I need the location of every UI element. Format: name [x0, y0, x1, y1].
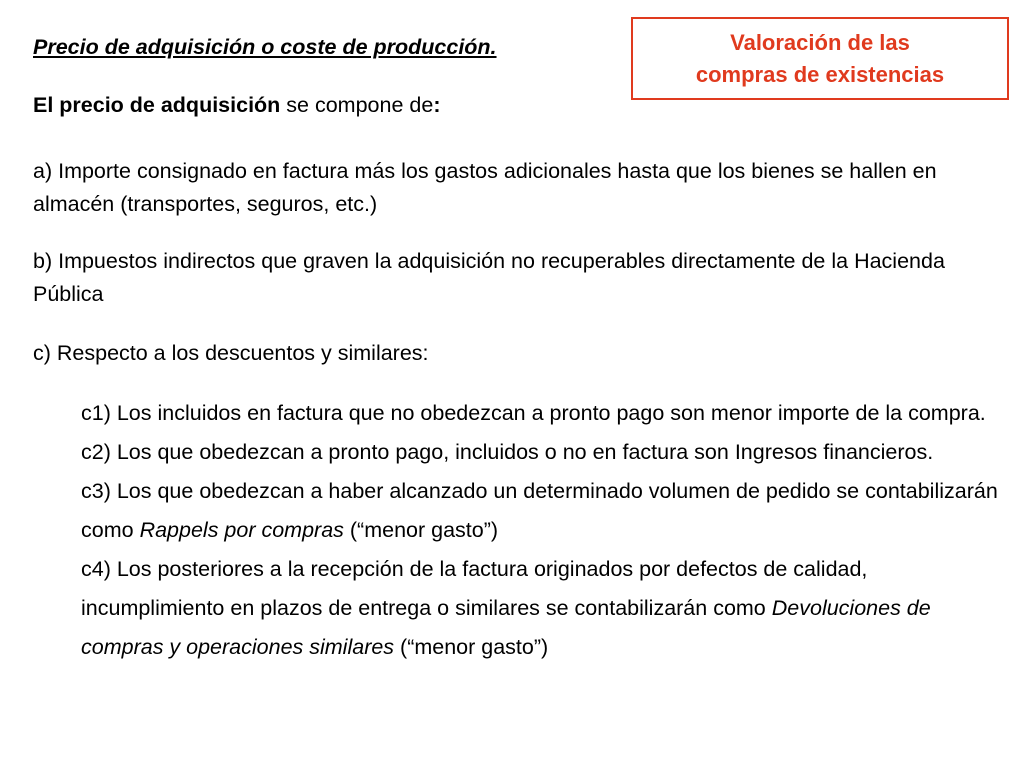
subitem-c3-text: c3) Los que obedezcan a haber alcanzado un determinado volumen de pedido se contabilizarán como	[81, 479, 998, 542]
subitem-c4-note: (“menor gasto”)	[394, 635, 549, 659]
intro-bold-term: El precio de adquisición	[33, 93, 281, 117]
subitem-c3-note: (“menor gasto”)	[343, 518, 499, 542]
discount-sublist	[81, 394, 1001, 667]
intro-colon: :	[433, 93, 441, 117]
slide-title: Precio de adquisición o coste de producción.	[33, 35, 497, 59]
item-b: b) Impuestos indirectos que graven la adquisición no recuperables directamente de la Hacienda Pública	[33, 249, 945, 306]
subitem-c4-term: Devoluciones de compras y operaciones similares	[81, 596, 931, 659]
topic-badge-line2: compras de existencias	[695, 61, 945, 87]
item-c: c) Respecto a los descuentos y similares:	[33, 341, 429, 365]
subitem-c1: c1) Los incluidos en factura que no obedezcan a pronto pago son menor importe de la compra.	[81, 401, 986, 425]
intro-text: se compone de	[280, 93, 434, 117]
topic-badge	[631, 17, 1009, 100]
subitem-c3-term: Rappels por compras	[139, 518, 344, 542]
subitem-c4-text: c4) Los posteriores a la recepción de la factura originados por defectos de calidad, incumplimiento en plazos de entrega o similares se contabilizarán como	[81, 557, 868, 620]
subitem-c2: c2) Los que obedezcan a pronto pago, incluidos o no en factura son Ingresos financieros.	[81, 440, 934, 464]
subitem-c4	[81, 550, 1001, 667]
topic-badge-line1: Valoración de las	[730, 29, 910, 55]
intro-line	[33, 89, 440, 121]
topic-badge-text	[696, 27, 944, 91]
item-a: a) Importe consignado en factura más los gastos adicionales hasta que los bienes se hallen en almacén (transportes, seguros, etc.)	[33, 159, 937, 216]
subitem-c3	[81, 472, 1001, 550]
